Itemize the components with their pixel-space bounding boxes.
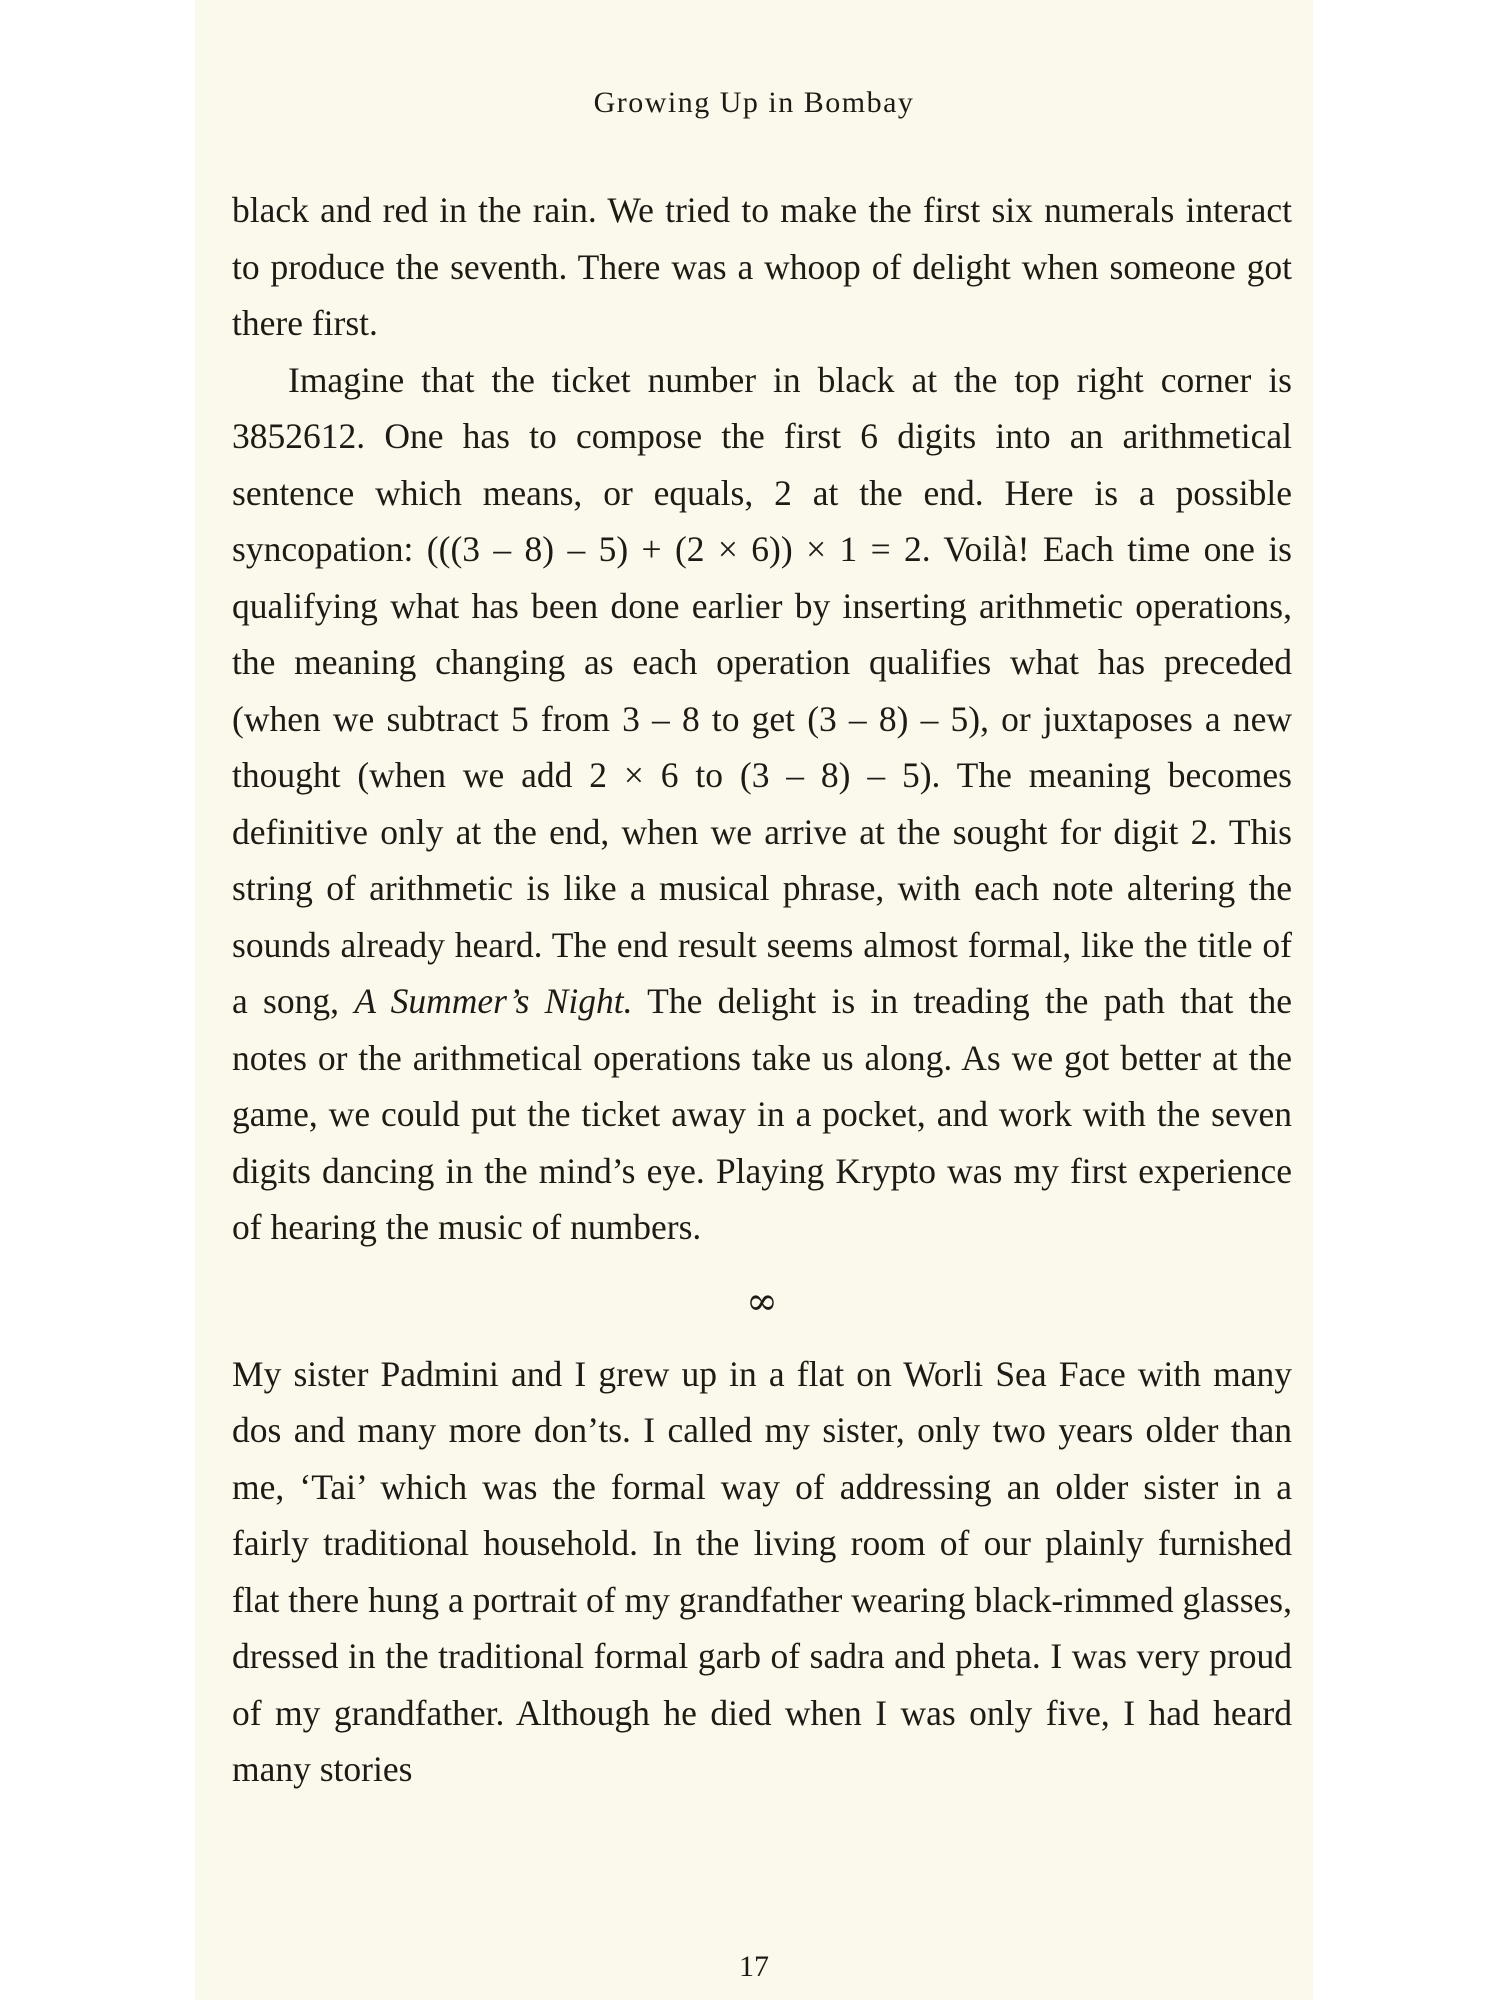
paragraph-krypto-text: Imagine that the ticket number in black at the top right corner is 3852612. One has to compose the first 6 digits into an arithmetical sentence which means, or equals, 2 at the end. Here is a possible syncopation: (((3 – 8) – 5) + (2 × 6)) × 1 = 2. Voilà! Each time one is qualifying what has been done earlier by inserting arithmetic operations, the meaning changing as each operation qualifies what has preceded (when we subtract 5 from 3 – 8 to get (3 – 8) – 5), or juxtaposes a new thought (when we add 2 × 6 to (3 – 8) – 5). The meaning becomes definitive only at the end, when we arrive at the sought for digit 2. This string of arithmetic is like a musical phrase, with each note altering the sounds already heard. The end result seems almost formal, like the title of a song, — [232, 359, 1292, 1021]
section-break-ornament: ∞ — [746, 1278, 778, 1323]
paragraph-krypto — [232, 352, 1292, 1256]
running-head: Growing Up in Bombay — [593, 86, 915, 119]
paragraph-continuation: black and red in the rain. We tried to make the first six numerals interact to produce the seventh. There was a whoop of delight when someone got there first. — [232, 190, 1292, 343]
page-number: 17 — [739, 1950, 769, 1983]
book-page — [195, 0, 1313, 2000]
paragraph-family: My sister Padmini and I grew up in a flat on Worli Sea Face with many dos and many more don’ts. I called my sister, only two years older than me, ‘Tai’ which was the formal way of addressing an older sister in a fairly traditional household. In the living room of our plainly furnished flat there hung a portrait of my grandfather wearing black-rimmed glasses, dressed in the traditional formal garb of sadra and pheta. I was very proud of my grandfather. Although he died when I was only five, I had heard many stories — [232, 1353, 1292, 1789]
paragraph-krypto-text-end: The delight is in treading the path that the notes or the arithmetical operations take us along. As we got better at the game, we could put the ticket away in a pocket, and work with the seven digits dancing in the mind’s eye. Playing Krypto was my first experience of hearing the music of numbers. — [232, 981, 1293, 1247]
song-title: A Summer’s Night. — [354, 981, 633, 1021]
body-text — [232, 182, 1292, 1798]
